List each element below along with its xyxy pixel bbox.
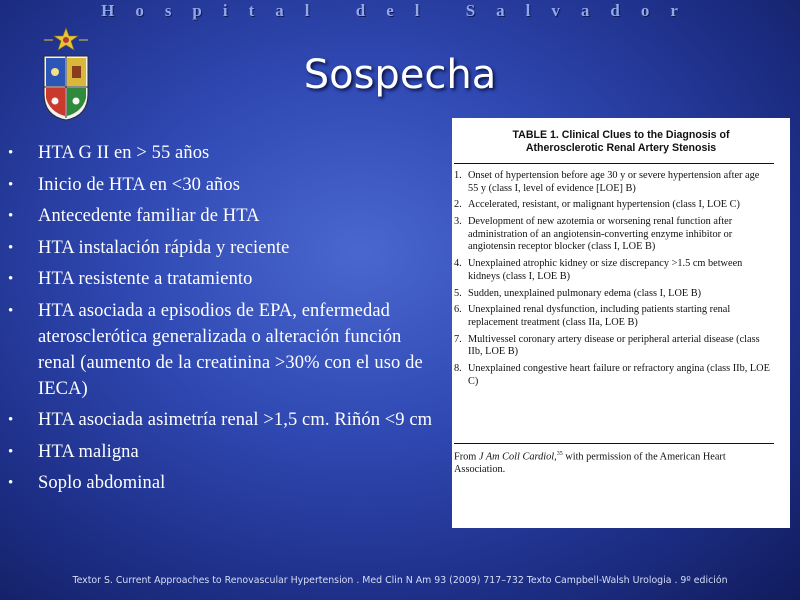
- bullet-text: HTA asociada a episodios de EPA, enfermedad aterosclerótica generalizada o alteración función renal (aumento de la creatinina >30% con el uso de IECA): [38, 300, 423, 399]
- bullet-dot: •: [8, 145, 14, 161]
- bullet-dot: •: [8, 271, 14, 287]
- table-item-number: 3.: [454, 216, 462, 228]
- table-source-ref: 35: [556, 451, 563, 457]
- hospital-name-header: Hospital del Salvador: [101, 1, 699, 20]
- bullet-dot: •: [8, 176, 14, 193]
- table-item-text: Unexplained congestive heart failure or refractory angina (class IIb, LOE C): [468, 363, 770, 387]
- bullet-dot: •: [8, 412, 14, 428]
- table-item-text: Sudden, unexplained pulmonary edema (class I, LOE B): [468, 287, 702, 299]
- bullet-dot: •: [8, 302, 14, 319]
- table-item-number: 8.: [454, 363, 462, 375]
- bullet-item: [8, 235, 440, 261]
- table-item: [454, 288, 772, 301]
- table-item-text: Accelerated, resistant, or malignant hypertension (class I, LOE C): [468, 199, 740, 211]
- bullet-item: [8, 470, 440, 496]
- bullet-item: [8, 172, 440, 198]
- table-bottom-rule: [454, 443, 774, 444]
- table-item-number: 6.: [454, 304, 462, 316]
- table-item-text: Onset of hypertension before age 30 y or severe hypertension after age 55 y (class I, level of evidence [LOE] B): [468, 170, 760, 194]
- bullet-text: HTA instalación rápida y reciente: [38, 237, 290, 258]
- table-item: [454, 334, 772, 359]
- table-items: [454, 170, 772, 392]
- bullet-dot: •: [8, 208, 14, 224]
- bullet-item: [8, 266, 440, 292]
- table-item-number: 2.: [454, 199, 462, 211]
- table-item: [454, 258, 772, 283]
- bullet-dot: •: [8, 239, 14, 256]
- slide-title: Sospecha: [303, 52, 497, 98]
- bullet-dot: •: [8, 443, 14, 460]
- bullet-text: HTA asociada asimetría renal >1,5 cm. Riñón <9 cm: [38, 410, 433, 430]
- table-item-text: Multivessel coronary artery disease or peripheral arterial disease (class IIb, LOE B): [468, 333, 760, 358]
- reference-footnote: Textor S. Current Approaches to Renovascular Hypertension . Med Clin N Am 93 (2009) 717–732 Texto Campbell-Walsh Urologia . 9º edición: [72, 575, 728, 586]
- table-source-prefix: From: [454, 451, 479, 463]
- table-source-journal: J Am Coll Cardiol,: [478, 451, 557, 463]
- table-top-rule: [454, 163, 774, 164]
- table-source-suffix: with permission of the American Heart Association.: [454, 451, 726, 476]
- table-item-number: 1.: [454, 170, 462, 181]
- bullet-item: [8, 298, 440, 402]
- table-item-number: 7.: [454, 333, 462, 345]
- table-item-text: Development of new azotemia or worsening renal function after administration of an angiotensin-converting enzyme inhibitor or angiotensin receptor blocker (class I, LOE B): [468, 216, 733, 253]
- table-item-text: Unexplained atrophic kidney or size discrepancy >1.5 cm between kidneys (class I, LOE B): [468, 258, 743, 282]
- bullet-text: HTA G II en > 55 años: [38, 143, 210, 163]
- table-title-line1: TABLE 1. Clinical Clues to the Diagnosis of: [512, 129, 730, 141]
- bullet-text: Antecedente familiar de HTA: [38, 206, 260, 226]
- table-title-line2: Atherosclerotic Renal Artery Stenosis: [525, 142, 717, 154]
- table-item-number: 5.: [454, 287, 462, 299]
- table-item: [454, 216, 772, 254]
- table-source-note: [454, 448, 772, 477]
- bullet-text: Inicio de HTA en <30 años: [38, 174, 241, 195]
- bullet-text: HTA resistente a tratamiento: [38, 269, 253, 289]
- table-item-number: 4.: [454, 258, 462, 270]
- bullet-item: [8, 407, 440, 433]
- bullet-text: HTA maligna: [38, 441, 139, 462]
- bullet-list: [8, 140, 440, 502]
- table-item: [454, 304, 772, 329]
- table-title: [452, 118, 790, 155]
- bullet-item: [8, 203, 440, 229]
- bullet-dot: •: [8, 475, 14, 491]
- table-item: [454, 170, 772, 195]
- table-item-text: Unexplained renal dysfunction, including patients starting renal replacement treatment (class IIa, LOE B): [468, 304, 731, 328]
- bullet-item: [8, 439, 440, 465]
- table-item: [454, 363, 772, 388]
- table-item: [454, 199, 772, 212]
- bullet-text: Soplo abdominal: [38, 473, 166, 493]
- clinical-clues-table: [452, 118, 790, 528]
- bullet-item: [8, 140, 440, 166]
